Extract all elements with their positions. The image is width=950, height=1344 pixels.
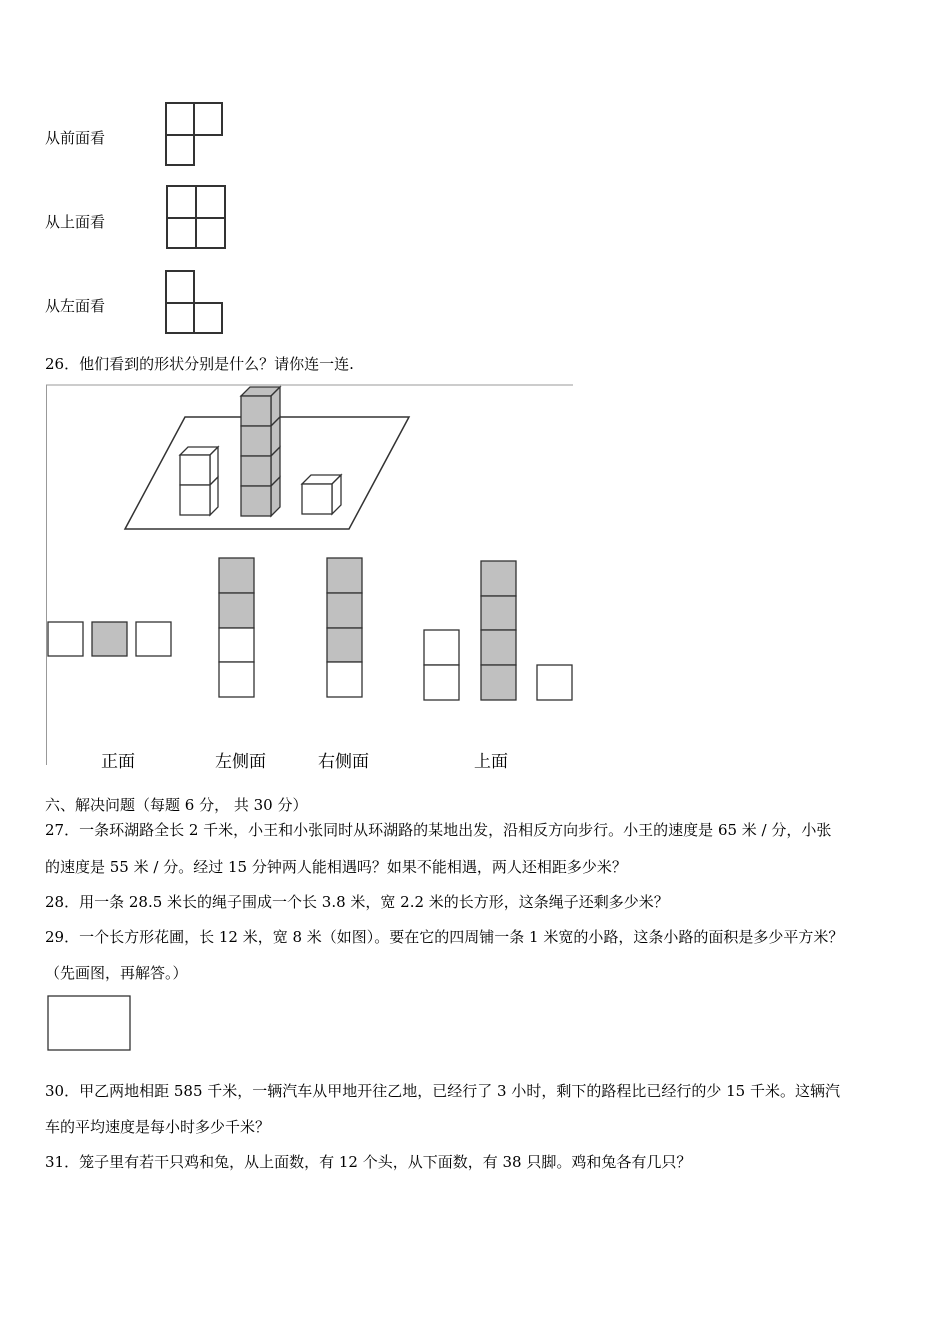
- section-6-heading: 六、解决问题（每题 6 分， 共 30 分）: [45, 796, 308, 814]
- question-30-line-2: 车的平均速度是每小时多少千米？: [45, 1118, 271, 1136]
- label-front: 正面: [101, 752, 135, 772]
- left-cube-stack: [180, 447, 218, 515]
- front-view-label: 从前面看: [45, 129, 106, 147]
- right-cube: [302, 475, 341, 514]
- option-right-side-view: [327, 558, 362, 697]
- garden-rectangle: [47, 995, 131, 1051]
- label-top: 上面: [474, 752, 508, 772]
- label-right-side: 右侧面: [318, 752, 369, 772]
- question-27-line-2: 的速度是 55 米 / 分。经过 15 分钟两人能相遇吗？如果不能相遇，两人还相距多少米？: [45, 858, 627, 876]
- question-31: 31．笼子里有若干只鸡和兔，从上面数，有 12 个头，从下面数，有 38 只脚。鸡和兔各有几只？: [45, 1153, 692, 1171]
- question-29-line-1: 29．一个长方形花圃，长 12 米，宽 8 米（如图）。要在它的四周铺一条 1 米宽的小路，这条小路的面积是多少平方米？: [45, 928, 844, 946]
- label-left-side: 左侧面: [215, 752, 266, 772]
- question-28: 28．用一条 28.5 米长的绳子围成一个长 3.8 米，宽 2.2 米的长方形，这条绳子还剩多少米？: [45, 893, 669, 911]
- option-top-view: [424, 561, 572, 700]
- middle-cube-stack: [241, 387, 280, 516]
- left-view-label: 从左面看: [45, 297, 106, 315]
- option-left-side-view: [219, 558, 254, 697]
- question-27-line-1: 27．一条环湖路全长 2 千米，小王和小张同时从环湖路的某地出发，沿相反方向步行。小王的速度是 65 米 / 分，小张: [45, 821, 832, 839]
- option-front-view: [48, 622, 171, 656]
- question-26: 26．他们看到的形状分别是什么？请你连一连.: [45, 355, 354, 373]
- question-29-line-2: （先画图，再解答。）: [45, 964, 188, 982]
- top-view-label: 从上面看: [45, 213, 106, 231]
- question-30-line-1: 30．甲乙两地相距 585 千米，一辆汽车从甲地开往乙地，已经行了 3 小时，剩下的路程比已经行的少 15 千米。这辆汽: [45, 1082, 840, 1100]
